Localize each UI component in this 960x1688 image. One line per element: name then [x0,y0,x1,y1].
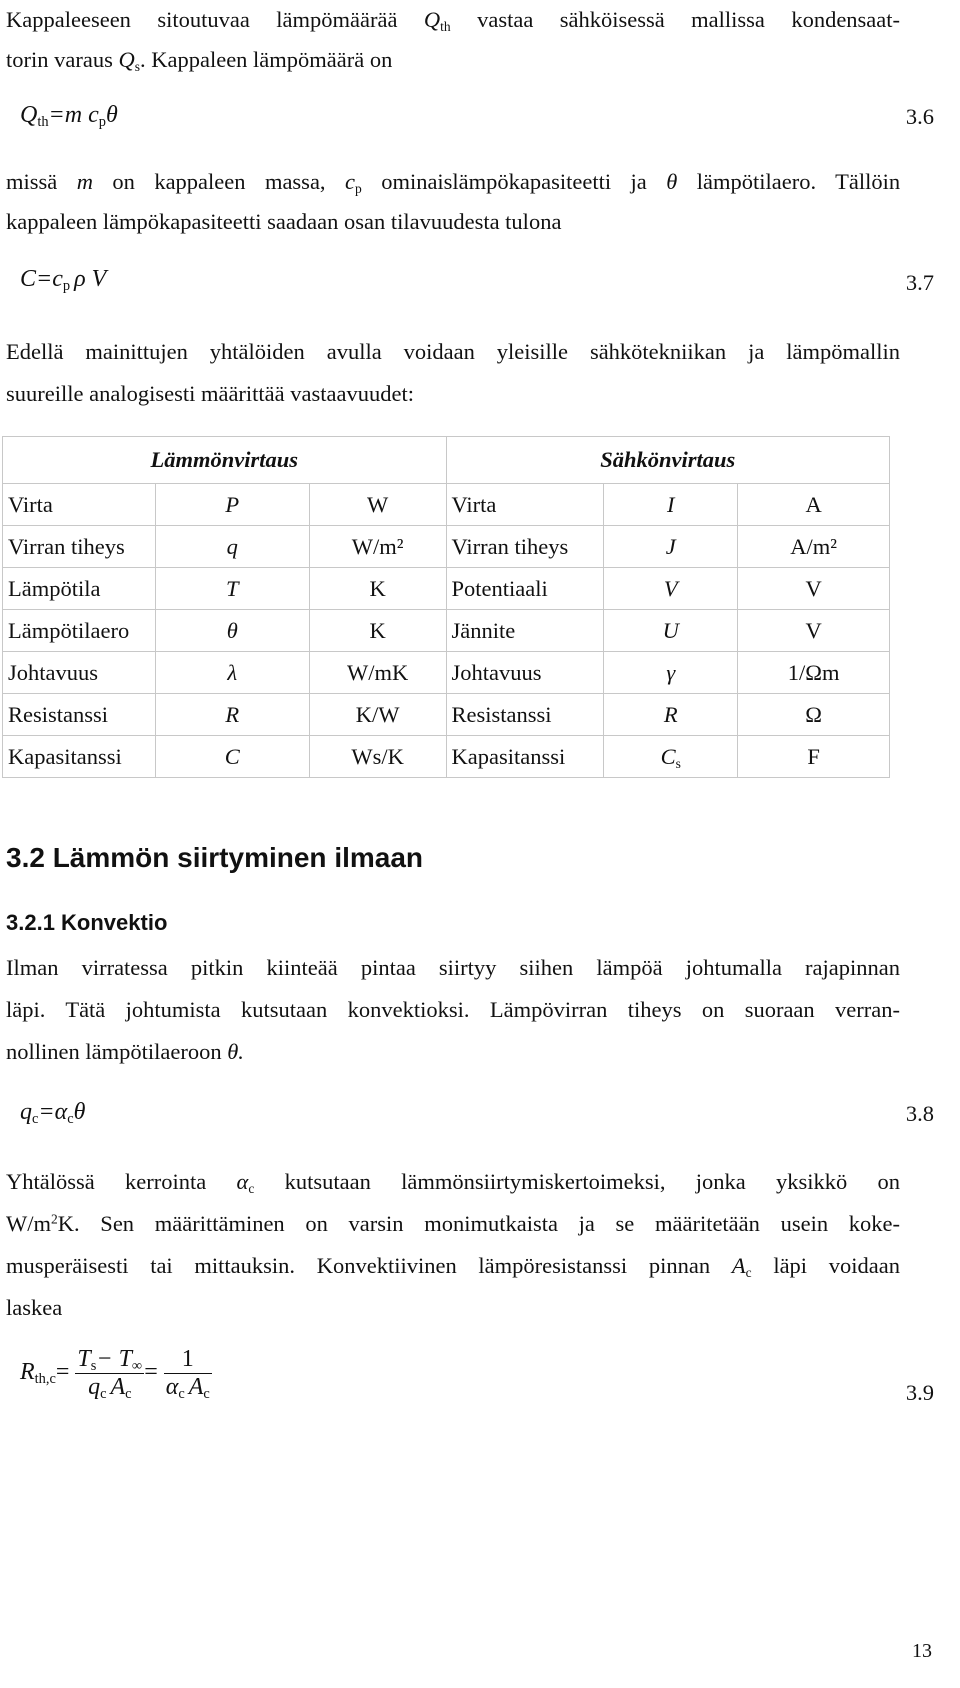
text-run: vastaa sähköisessä mallissa kondensaat- [477,7,901,32]
table-cell-r-name [446,736,604,778]
header-heat-flow: Lämmönvirtaus [3,437,447,484]
eq-subscript: p [62,278,71,295]
table-cell-l-sym [155,652,309,694]
text-run: . Kappaleen lämpömäärä on [139,47,393,72]
eq-operator: = [144,1359,158,1386]
cell-text: C [224,743,240,769]
cell-text: W [366,491,389,517]
subscript: th [440,18,451,34]
superscript: 2 [51,1211,58,1227]
eq-symbol: C [20,266,37,292]
table-cell-l-sym [155,484,309,526]
cell-subscript: s [675,755,681,771]
paragraph-line [6,40,900,80]
text-run: K. Sen määrittäminen on varsin monimutkaista ja se määritetään usein koke- [57,1211,900,1236]
cell-text: K/W [355,701,400,727]
table-cell-r-sym [604,610,738,652]
symbol: Q [118,47,135,72]
symbol: m [76,169,93,194]
cell-text: V [663,575,678,601]
table-cell-l-unit [309,610,446,652]
eq-subscript: s [90,1358,97,1375]
cell-text: Kapasitanssi [8,743,122,769]
eq-symbol: α [165,1374,179,1400]
eq-subscript: c [100,1386,107,1403]
cell-text: A/m² [790,533,837,559]
eq-symbol: Q [20,102,38,128]
section-heading: 3.2 Lämmön siirtyminen ilmaan [6,842,424,873]
text-run: kutsutaan lämmönsiirtymiskertoimeksi, jonka yksikkö on [284,1169,901,1194]
fraction-denominator [164,1373,212,1401]
eq-subscript: th,c [34,1371,56,1388]
cell-text: q [226,533,238,559]
table-cell-r-name [446,484,604,526]
eq-subscript: c [32,1111,39,1128]
paragraph-line [6,1246,900,1286]
cell-text: Virta [451,491,497,517]
equation-number: 3.8 [905,1101,934,1126]
eq-subscript: c [203,1386,210,1403]
paragraph-line [6,1162,900,1202]
eq-symbol: T [77,1346,91,1372]
table-cell-l-name [3,694,156,736]
subscript: c [745,1264,752,1280]
eq-symbol: A [110,1374,126,1400]
subscript: p [355,180,362,196]
eq-symbol: θ [105,102,118,128]
cell-text: Jännite [451,617,516,643]
page-number: 13 [912,1640,932,1662]
text-run: Yhtälössä kerrointa [6,1169,207,1194]
cell-text: Ω [805,701,822,727]
paragraph-line [6,162,900,202]
table-cell-l-name [3,526,156,568]
table-cell-l-sym [155,568,309,610]
table-cell-r-unit [738,610,890,652]
table-cell-l-unit [309,484,446,526]
cell-text: Resistanssi [451,701,552,727]
fraction-numerator [75,1346,144,1373]
paragraph-line [6,1032,900,1072]
eq-symbol: =α [38,1099,68,1125]
table-cell-r-unit [738,526,890,568]
text-run: on kappaleen massa, [112,169,326,194]
text-run: Kappaleeseen sitoutuvaa lämpömäärää [6,7,398,32]
text-run: ominaislämpökapasiteetti ja [381,169,647,194]
equation-3-6 [20,102,118,129]
table-cell-r-sym [604,694,738,736]
table-cell-l-name [3,736,156,778]
cell-text: W/m² [351,533,404,559]
table-body [3,484,890,778]
cell-text: T [226,575,239,601]
table-cell-r-name [446,610,604,652]
eq-symbol: =c [36,266,63,292]
equation-number: 3.9 [905,1380,934,1405]
table-row [3,610,890,652]
equation-3-9 [20,1346,212,1401]
equation-3-8 [20,1099,85,1126]
fraction-numerator: 1 [181,1346,194,1372]
subscript: s [134,58,140,74]
cell-text: Lämpötilaero [8,617,130,643]
table-cell-r-sym [604,652,738,694]
cell-text: F [807,743,820,769]
cell-text: Resistanssi [8,701,109,727]
text-run: torin varaus [6,47,113,72]
symbol: A [731,1253,746,1278]
symbol: α [236,1169,249,1194]
table-cell-r-unit [738,652,890,694]
symbol: Q [423,7,441,32]
eq-symbol: A [188,1374,204,1400]
cell-text: P [225,491,240,517]
table-cell-l-sym [155,610,309,652]
eq-subscript: c [178,1386,185,1403]
paragraph-line: laskea [6,1295,63,1320]
table-cell-l-unit [309,694,446,736]
table-row [3,694,890,736]
text-run: musperäisesti tai mittauksin. Konvektiivinen lämpöresistanssi pinnan [6,1253,711,1278]
table-cell-l-sym [155,694,309,736]
fraction-temperature-difference [75,1346,144,1401]
eq-symbol: θ [73,1099,86,1125]
cell-text: V [805,575,822,601]
paragraph-line: Ilman virratessa pitkin kiinteää pintaa siirtyy siihen lämpöä johtumalla rajapinnan [6,955,900,980]
cell-text: R [225,701,240,727]
table-cell-r-name [446,652,604,694]
table-cell-l-sym [155,526,309,568]
cell-text: Johtavuus [8,659,98,685]
eq-symbol: q [20,1099,32,1125]
fraction-reciprocal [164,1346,212,1401]
table-cell-l-unit [309,526,446,568]
table-cell-l-sym [155,736,309,778]
fraction-denominator [75,1373,144,1401]
eq-symbol: q [88,1374,101,1400]
paragraph-line: Edellä mainittujen yhtälöiden avulla voidaan yleisille sähkötekniikan ja lämpömallin [6,339,900,364]
table-cell-r-unit [738,484,890,526]
subscript: c [248,1180,255,1196]
eq-subscript: p [98,114,106,131]
table-cell-l-name [3,610,156,652]
table-cell-l-name [3,568,156,610]
table-cell-l-name [3,652,156,694]
paragraph-line: kappaleen lämpökapasiteetti saadaan osan tilavuudesta tulona [6,209,562,234]
cell-text: Johtavuus [451,659,542,685]
cell-text: R [663,701,678,727]
eq-subscript: th [37,114,49,131]
eq-symbol: =m c [48,102,99,128]
eq-symbol: − T [96,1346,132,1372]
table-cell-l-unit [309,736,446,778]
eq-operator: = [55,1359,70,1386]
paragraph-line: läpi. Tätä johtumista kutsutaan konvektioksi. Lämpövirran tiheys on suoraan verran- [6,997,900,1022]
cell-text: A [805,491,822,517]
cell-text: W/mK [346,659,409,685]
text-run: nollinen lämpötilaeroon [6,1039,222,1064]
text-run: lämpötilaero. Tällöin [696,169,901,194]
cell-text: U [662,617,679,643]
text-run: W/m [6,1211,51,1236]
table-cell-l-name [3,484,156,526]
table-cell-r-name [446,568,604,610]
table-cell-r-sym [604,568,738,610]
analogy-table [2,436,890,778]
table-cell-l-unit [309,652,446,694]
table-cell-r-unit [738,568,890,610]
equation-3-7 [20,266,106,293]
table-cell-r-unit [738,694,890,736]
table-cell-r-sym [604,526,738,568]
symbol: θ [666,169,678,194]
cell-text: Virran tiheys [8,533,125,559]
subsection-heading: 3.2.1 Konvektio [6,910,168,935]
cell-text: θ [226,617,238,643]
symbol: θ. [227,1039,244,1064]
cell-text: Ws/K [351,743,404,769]
table-cell-r-name [446,694,604,736]
table-cell-l-unit [309,568,446,610]
table-row [3,568,890,610]
table-row [3,526,890,568]
cell-text: γ [666,659,676,685]
equation-number: 3.6 [905,104,934,129]
cell-text: Lämpötila [8,575,101,601]
eq-subscript: ∞ [131,1358,143,1375]
paragraph-line [6,0,900,40]
eq-subscript: c [67,1111,74,1128]
text-run: missä [6,169,58,194]
cell-text: Virta [8,491,53,517]
cell-text: 1/Ωm [787,659,840,685]
paragraph-line [6,1204,900,1244]
cell-text: λ [227,659,238,685]
cell-text: K [369,575,386,601]
eq-symbol: R [20,1359,35,1386]
table-row [3,652,890,694]
table-cell-r-sym [604,736,738,778]
cell-text: V [805,617,822,643]
header-electric-current: Sähkönvirtaus [446,437,890,484]
paragraph-line: suureille analogisesti määrittää vastaavuudet: [6,381,414,406]
cell-text: Virran tiheys [451,533,569,559]
table-cell-r-name [446,526,604,568]
cell-text: Potentiaali [451,575,548,601]
table-cell-r-sym [604,484,738,526]
cell-text: I [667,491,675,517]
table-row [3,484,890,526]
cell-text: Kapasitanssi [451,743,566,769]
cell-text: J [665,533,676,559]
symbol: c [345,169,355,194]
table-cell-r-unit [738,736,890,778]
table-header-row [3,437,890,484]
equation-number: 3.7 [905,270,934,295]
cell-text: K [369,617,386,643]
eq-subscript: c [125,1386,132,1403]
table-row [3,736,890,778]
text-run: läpi voidaan [773,1253,900,1278]
eq-symbol: ρ V [74,266,107,292]
cell-text: C [660,743,676,769]
